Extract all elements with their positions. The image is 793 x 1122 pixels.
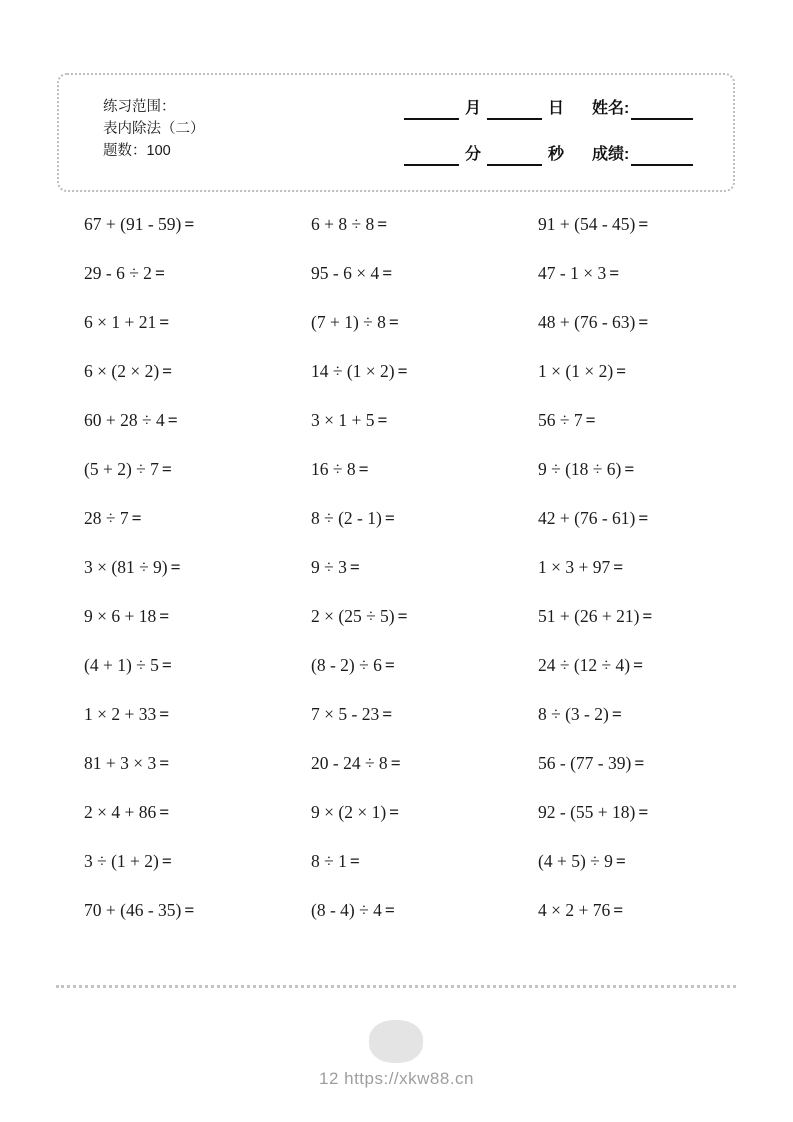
minute-blank bbox=[404, 146, 459, 166]
problem-expression: 56 - (77 - 39) bbox=[538, 753, 632, 773]
equals-sign: = bbox=[613, 557, 624, 577]
equals-sign: = bbox=[159, 704, 170, 724]
problem-item bbox=[538, 458, 784, 507]
problem-item bbox=[84, 556, 311, 605]
problem-item bbox=[84, 752, 311, 801]
equals-sign: = bbox=[159, 753, 170, 773]
name-label: 姓名: bbox=[592, 100, 630, 117]
equals-sign: = bbox=[159, 312, 170, 332]
problem-item bbox=[84, 899, 311, 948]
problem-item bbox=[311, 409, 538, 458]
problem-expression: 20 - 24 ÷ 8 bbox=[311, 753, 388, 773]
problem-item bbox=[311, 703, 538, 752]
problem-expression: 8 ÷ (3 - 2) bbox=[538, 704, 609, 724]
problem-expression: 16 ÷ 8 bbox=[311, 459, 356, 479]
problem-expression: (8 - 4) ÷ 4 bbox=[311, 900, 382, 920]
header-box bbox=[57, 73, 735, 192]
score-blank bbox=[631, 146, 693, 166]
problem-expression: (4 + 1) ÷ 5 bbox=[84, 655, 159, 675]
equals-sign: = bbox=[154, 263, 165, 283]
problem-expression: 8 ÷ (2 - 1) bbox=[311, 508, 382, 528]
equals-sign: = bbox=[634, 753, 645, 773]
second-blank bbox=[487, 146, 542, 166]
minute-label: 分 bbox=[465, 146, 482, 163]
problem-item bbox=[311, 507, 538, 556]
equals-sign: = bbox=[389, 802, 400, 822]
problem-item bbox=[311, 311, 538, 360]
equals-sign: = bbox=[585, 410, 596, 430]
problem-item bbox=[311, 654, 538, 703]
problem-expression: 24 ÷ (12 ÷ 4) bbox=[538, 655, 631, 675]
problem-expression: 28 ÷ 7 bbox=[84, 508, 129, 528]
equals-sign: = bbox=[624, 459, 635, 479]
problem-item bbox=[311, 850, 538, 899]
practice-range-label: 练习范围： bbox=[103, 99, 176, 115]
problem-expression: 60 + 28 ÷ 4 bbox=[84, 410, 165, 430]
problem-item bbox=[311, 752, 538, 801]
problem-expression: 51 + (26 + 21) bbox=[538, 606, 640, 626]
problem-expression: 81 + 3 × 3 bbox=[84, 753, 157, 773]
problem-expression: 7 × 5 - 23 bbox=[311, 704, 380, 724]
problem-item bbox=[84, 801, 311, 850]
problem-item bbox=[538, 360, 784, 409]
equals-sign: = bbox=[633, 655, 644, 675]
problem-expression: 9 ÷ 3 bbox=[311, 557, 347, 577]
problem-item bbox=[311, 605, 538, 654]
equals-sign: = bbox=[377, 410, 388, 430]
time-score-row bbox=[404, 138, 724, 166]
problem-item bbox=[311, 360, 538, 409]
equals-sign: = bbox=[159, 802, 170, 822]
problem-item bbox=[84, 360, 311, 409]
problem-expression: 8 ÷ 1 bbox=[311, 851, 347, 871]
problem-expression: 1 × 3 + 97 bbox=[538, 557, 611, 577]
problem-item bbox=[311, 899, 538, 948]
date-name-row bbox=[404, 92, 724, 120]
equals-sign: = bbox=[613, 900, 624, 920]
equals-sign: = bbox=[167, 410, 178, 430]
problem-expression: 70 + (46 - 35) bbox=[84, 900, 182, 920]
equals-sign: = bbox=[638, 508, 649, 528]
equals-sign: = bbox=[349, 851, 360, 871]
problem-expression: (5 + 2) ÷ 7 bbox=[84, 459, 159, 479]
problem-expression: 9 ÷ (18 ÷ 6) bbox=[538, 459, 622, 479]
problem-item bbox=[538, 801, 784, 850]
equals-sign: = bbox=[642, 606, 653, 626]
problem-item bbox=[538, 654, 784, 703]
problem-item bbox=[84, 850, 311, 899]
problem-expression: 2 × 4 + 86 bbox=[84, 802, 157, 822]
problem-item bbox=[84, 409, 311, 458]
problem-item bbox=[538, 703, 784, 752]
equals-sign: = bbox=[161, 655, 172, 675]
equals-sign: = bbox=[388, 312, 399, 332]
equals-sign: = bbox=[161, 851, 172, 871]
problem-item bbox=[311, 458, 538, 507]
equals-sign: = bbox=[170, 557, 181, 577]
equals-sign: = bbox=[616, 361, 627, 381]
problem-expression: 9 × (2 × 1) bbox=[311, 802, 387, 822]
problem-item bbox=[538, 605, 784, 654]
problem-item bbox=[84, 507, 311, 556]
practice-topic: 表内除法（二） bbox=[103, 121, 205, 137]
problem-item bbox=[84, 458, 311, 507]
problem-item bbox=[538, 507, 784, 556]
equals-sign: = bbox=[184, 214, 195, 234]
problem-expression: 48 + (76 - 63) bbox=[538, 312, 636, 332]
month-blank bbox=[404, 100, 459, 120]
equals-sign: = bbox=[159, 606, 170, 626]
problem-item bbox=[538, 262, 784, 311]
equals-sign: = bbox=[162, 361, 173, 381]
problem-item bbox=[311, 262, 538, 311]
problem-item bbox=[538, 311, 784, 360]
problem-expression: 95 - 6 × 4 bbox=[311, 263, 380, 283]
month-label: 月 bbox=[465, 100, 482, 117]
footer-bubble-icon bbox=[369, 1020, 423, 1063]
problem-expression: 6 + 8 ÷ 8 bbox=[311, 214, 375, 234]
problem-item bbox=[84, 262, 311, 311]
problem-expression: 3 × 1 + 5 bbox=[311, 410, 375, 430]
name-blank bbox=[631, 100, 693, 120]
equals-sign: = bbox=[358, 459, 369, 479]
problem-expression: (7 + 1) ÷ 8 bbox=[311, 312, 386, 332]
problem-item bbox=[538, 409, 784, 458]
equals-sign: = bbox=[161, 459, 172, 479]
problem-expression: 2 × (25 ÷ 5) bbox=[311, 606, 395, 626]
equals-sign: = bbox=[638, 312, 649, 332]
problem-item bbox=[311, 213, 538, 262]
equals-sign: = bbox=[384, 655, 395, 675]
problem-item bbox=[84, 703, 311, 752]
problem-item bbox=[84, 311, 311, 360]
problem-expression: 1 × (1 × 2) bbox=[538, 361, 614, 381]
equals-sign: = bbox=[131, 508, 142, 528]
problem-item bbox=[84, 213, 311, 262]
problem-item bbox=[311, 556, 538, 605]
score-label: 成绩: bbox=[592, 146, 630, 163]
equals-sign: = bbox=[390, 753, 401, 773]
problem-item bbox=[84, 654, 311, 703]
equals-sign: = bbox=[611, 704, 622, 724]
date-name-fields bbox=[404, 92, 724, 184]
problem-expression: 14 ÷ (1 × 2) bbox=[311, 361, 395, 381]
problem-item bbox=[311, 801, 538, 850]
problem-expression: 67 + (91 - 59) bbox=[84, 214, 182, 234]
problem-expression: 6 × 1 + 21 bbox=[84, 312, 157, 332]
equals-sign: = bbox=[609, 263, 620, 283]
bottom-divider bbox=[56, 985, 736, 988]
practice-info bbox=[103, 96, 205, 162]
equals-sign: = bbox=[184, 900, 195, 920]
footer-page-url: 12 https://xkw88.cn bbox=[318, 1069, 475, 1088]
problem-expression: 4 × 2 + 76 bbox=[538, 900, 611, 920]
equals-sign: = bbox=[638, 802, 649, 822]
equals-sign: = bbox=[349, 557, 360, 577]
equals-sign: = bbox=[384, 508, 395, 528]
second-label: 秒 bbox=[548, 146, 565, 163]
day-label: 日 bbox=[548, 100, 565, 117]
equals-sign: = bbox=[615, 851, 626, 871]
equals-sign: = bbox=[382, 704, 393, 724]
problem-expression: 91 + (54 - 45) bbox=[538, 214, 636, 234]
problem-expression: (4 + 5) ÷ 9 bbox=[538, 851, 613, 871]
equals-sign: = bbox=[382, 263, 393, 283]
problem-item bbox=[538, 556, 784, 605]
equals-sign: = bbox=[397, 361, 408, 381]
problem-item bbox=[84, 605, 311, 654]
equals-sign: = bbox=[397, 606, 408, 626]
problem-expression: 3 × (81 ÷ 9) bbox=[84, 557, 168, 577]
problem-item bbox=[538, 850, 784, 899]
day-blank bbox=[487, 100, 542, 120]
problem-expression: 3 ÷ (1 + 2) bbox=[84, 851, 159, 871]
problem-expression: 56 ÷ 7 bbox=[538, 410, 583, 430]
problems-grid bbox=[84, 213, 784, 948]
equals-sign: = bbox=[384, 900, 395, 920]
problem-expression: (8 - 2) ÷ 6 bbox=[311, 655, 382, 675]
equals-sign: = bbox=[638, 214, 649, 234]
problem-item bbox=[538, 213, 784, 262]
problem-expression: 42 + (76 - 61) bbox=[538, 508, 636, 528]
equals-sign: = bbox=[377, 214, 388, 234]
problem-expression: 1 × 2 + 33 bbox=[84, 704, 157, 724]
problem-expression: 6 × (2 × 2) bbox=[84, 361, 160, 381]
problem-expression: 9 × 6 + 18 bbox=[84, 606, 157, 626]
problem-expression: 47 - 1 × 3 bbox=[538, 263, 607, 283]
problem-expression: 92 - (55 + 18) bbox=[538, 802, 636, 822]
problem-count: 题数：100 bbox=[103, 143, 171, 159]
problem-item bbox=[538, 752, 784, 801]
problem-item bbox=[538, 899, 784, 948]
problem-expression: 29 - 6 ÷ 2 bbox=[84, 263, 152, 283]
